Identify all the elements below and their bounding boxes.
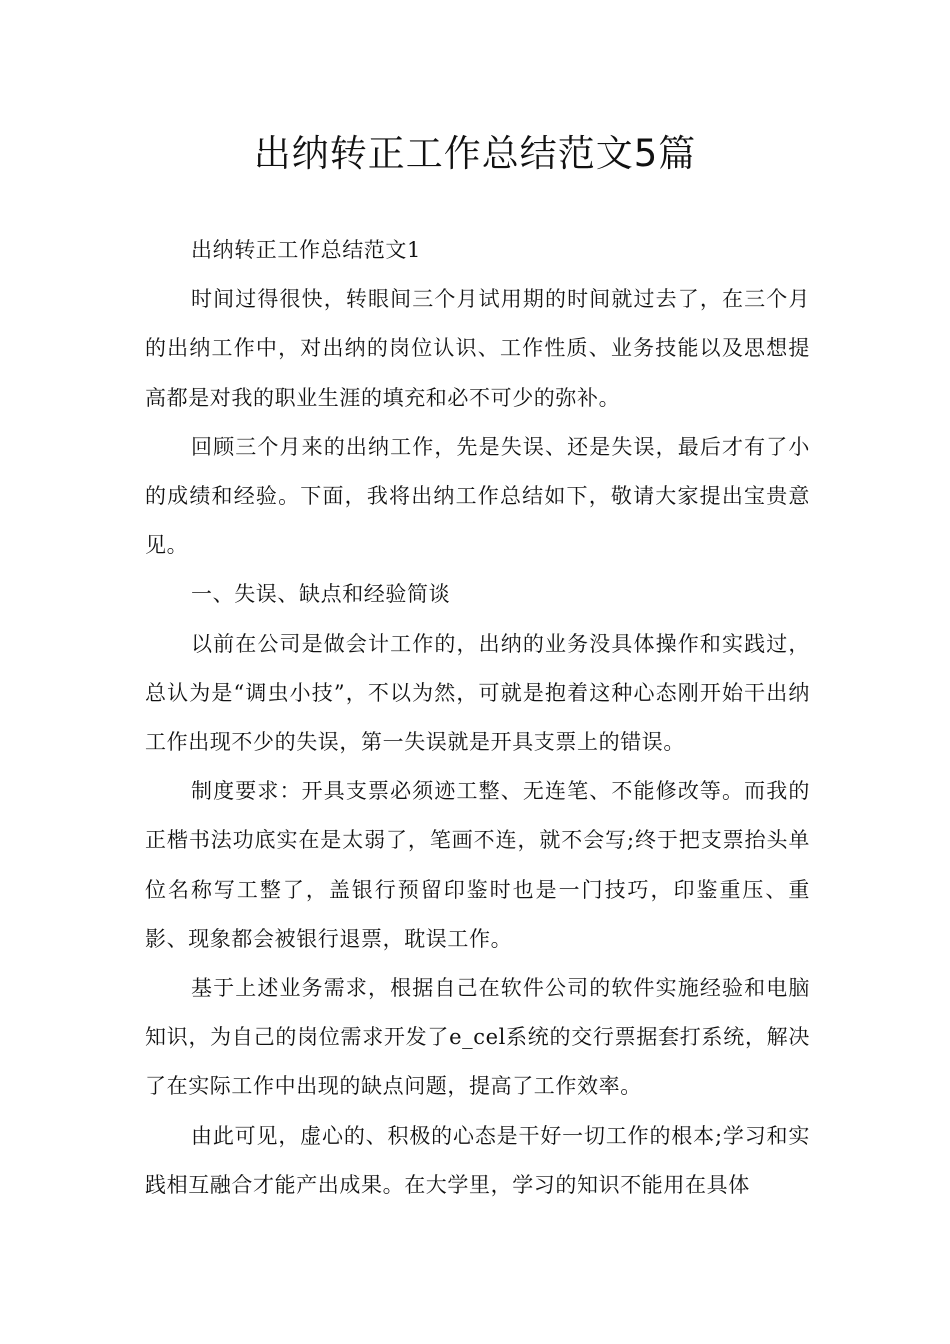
document-title: 出纳转正工作总结范文5篇: [253, 132, 697, 175]
paragraph: 制度要求：开具支票必须迹工整、无连笔、不能修改等。而我的正楷书法功底实在是太弱了，笔画不连，就不会写;终于把支票抬头单位名称写工整了，盖银行预留印鉴时也是一门技巧，印鉴重压、重影、现象都会被银行退票，耽误工作。: [145, 779, 810, 951]
paragraph: 时间过得很快，转眼间三个月试用期的时间就过去了，在三个月的出纳工作中，对出纳的岗位认识、工作性质、业务技能以及思想提高都是对我的职业生涯的填充和必不可少的弥补。: [145, 287, 810, 410]
paragraph: 由此可见，虚心的、积极的心态是干好一切工作的根本;学习和实践相互融合才能产出成果。在大学里，学习的知识不能用在具体: [145, 1123, 810, 1197]
section-heading: 一、失误、缺点和经验简谈: [191, 582, 451, 607]
section-heading: 出纳转正工作总结范文1: [191, 238, 421, 262]
paragraph: 基于上述业务需求，根据自己在软件公司的软件实施经验和电脑知识，为自己的岗位需求开发了e_cel系统的交行票据套打系统，解决了在实际工作中出现的缺点问题，提高了工作效率。: [145, 976, 810, 1099]
paragraph: 回顾三个月来的出纳工作，先是失误、还是失误，最后才有了小的成绩和经验。下面，我将出纳工作总结如下，敬请大家提出宝贵意见。: [145, 434, 810, 558]
document-body: [145, 226, 810, 1210]
paragraph: 以前在公司是做会计工作的，出纳的业务没具体操作和实践过，总认为是“调虫小技”，不以为然，可就是抱着这种心态刚开始干出纳工作出现不少的失误，第一失误就是开具支票上的错误。: [145, 631, 810, 755]
